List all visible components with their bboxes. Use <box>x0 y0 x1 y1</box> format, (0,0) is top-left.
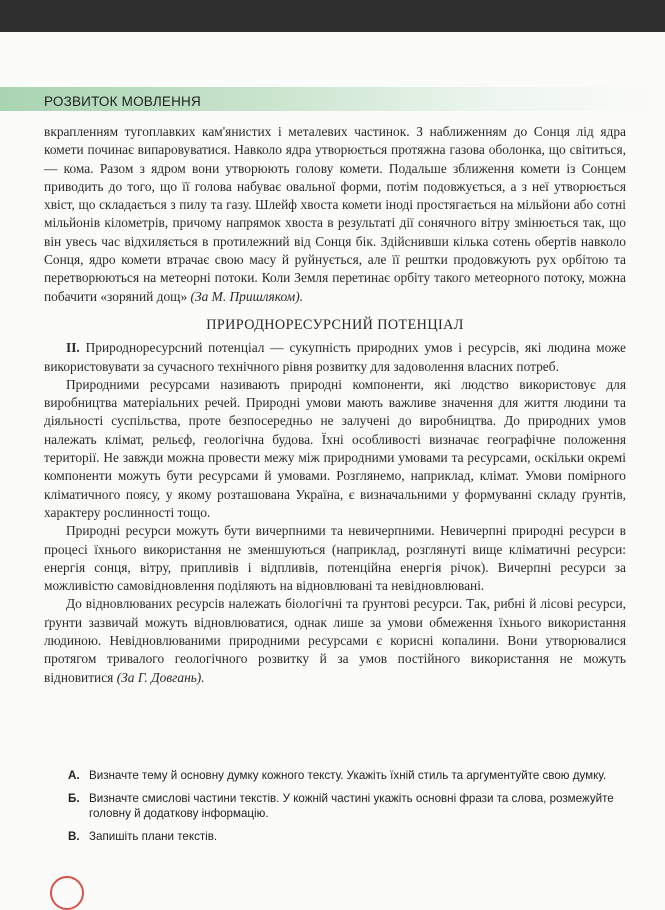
task-letter: Б. <box>68 792 80 805</box>
text1-attribution: (За М. Пришляком). <box>190 288 304 304</box>
text1-body: вкрапленням тугоплавких кам'янистих і металевих частинок. З наближенням до Сонця лід ядра комети починає випаровуватися. Навколо ядра утворюється протяжна газова оболонка, що світиться, — кома. Разом з ядром вони утворюють голову комети. Подальше зближення комети із Сонцем приводить до того, що її голова набуває овальної форми, потім подовжується, а з неї утворюється хвіст, що складається з пилу та газу. Шлейф хвоста комети іноді простягається на мільйони або сотні мільйонів кілометрів, причому напрямок хвоста в результаті дії сонячного вітру змінюється так, що він увесь час відхиляється в протилежний від Сонця бік. Здійснивши кілька сотень обертів навколо Сонця, ядро комети втрачає свою масу й руйнується, але її рештки продовжують рух орбітою та перетворюються на метеорні потоки. Коли Земля перетинає орбіту такого метеорного потоку, можна побачити «зоряний дощ» <box>44 124 626 304</box>
text2-p4: До відновлюваних ресурсів належать біологічні та ґрунтові ресурси. Так, рибні й лісові ресурси, ґрунти зазвичай можуть відновлюватися, однак лише за умови обмеження їхнього використання людиною. Невідновлюваними природними ресурсами є корисні копалини. Вони утворювалися протягом тривалого геологічного розвитку й за умов постійного використання не можуть відновитися <box>44 596 626 685</box>
text2-paragraph-1 <box>44 339 626 376</box>
text2-paragraph-3: Природні ресурси можуть бути вичерпними та невичерпними. Невичерпні природні ресурси в процесі їхнього використання не зменшуються (наприклад, розглянуті вище кліматичні ресурси: енергія сонця, вітру, припливів і відпливів, потенційна енергія річок). Вичерпні ресурси за можливістю самовідновлення поділяють на відновлювані та невідновлювані. <box>44 523 626 594</box>
top-bar <box>0 0 665 32</box>
text2-p1: Природноресурсний потенціал — сукупність природних умов і ресурсів, які людина може використовувати за сучасного технічного рівня розвитку для задоволення власних потреб. <box>44 340 626 374</box>
task-list <box>68 768 628 852</box>
task-item <box>68 791 628 821</box>
text1-paragraph <box>44 123 626 306</box>
task-letter: В. <box>68 830 80 843</box>
section-title: РОЗВИТОК МОВЛЕННЯ <box>44 94 201 109</box>
task-text: Визначте тему й основну думку кожного тексту. Укажіть їхній стиль та аргументуйте свою думку. <box>89 769 607 782</box>
task-text: Визначте смислові частини текстів. У кожній частині укажіть основні фрази та слова, розмежуйте головну й додаткову інформацію. <box>89 792 614 820</box>
text2-paragraph-2: Природними ресурсами називають природні компоненти, які людство використовує для виробництва матеріальних речей. Природні умови мають важливе значення для життя людини та діяльності суспільства, проте безпосередньо не залучені до виробництва. До природних умов належать клімат, рельєф, геологічна будова. Їхні особливості визначає географічне положення території. Не завжди можна провести межу між природними умовами та ресурсами, оскільки окремі компоненти можуть бути ресурсами й умовами. Розглянемо, наприклад, клімат. Умови помірного кліматичного поясу, у якому розташована Україна, є визначальними у формуванні складу ґрунтів, характеру рослинності тощо. <box>44 376 626 520</box>
exercise-icon <box>50 876 84 910</box>
task-text: Запишіть плани текстів. <box>89 830 218 843</box>
task-letter: А. <box>68 769 80 782</box>
main-text <box>44 123 626 687</box>
text2-number: II. <box>66 340 80 356</box>
text2-heading: ПРИРОДНОРЕСУРСНИЙ ПОТЕНЦІАЛ <box>206 316 464 333</box>
task-item <box>68 829 628 844</box>
task-item <box>68 768 628 783</box>
text2-paragraph-4 <box>44 595 626 686</box>
text2-attribution: (За Г. Довгань). <box>116 669 205 685</box>
